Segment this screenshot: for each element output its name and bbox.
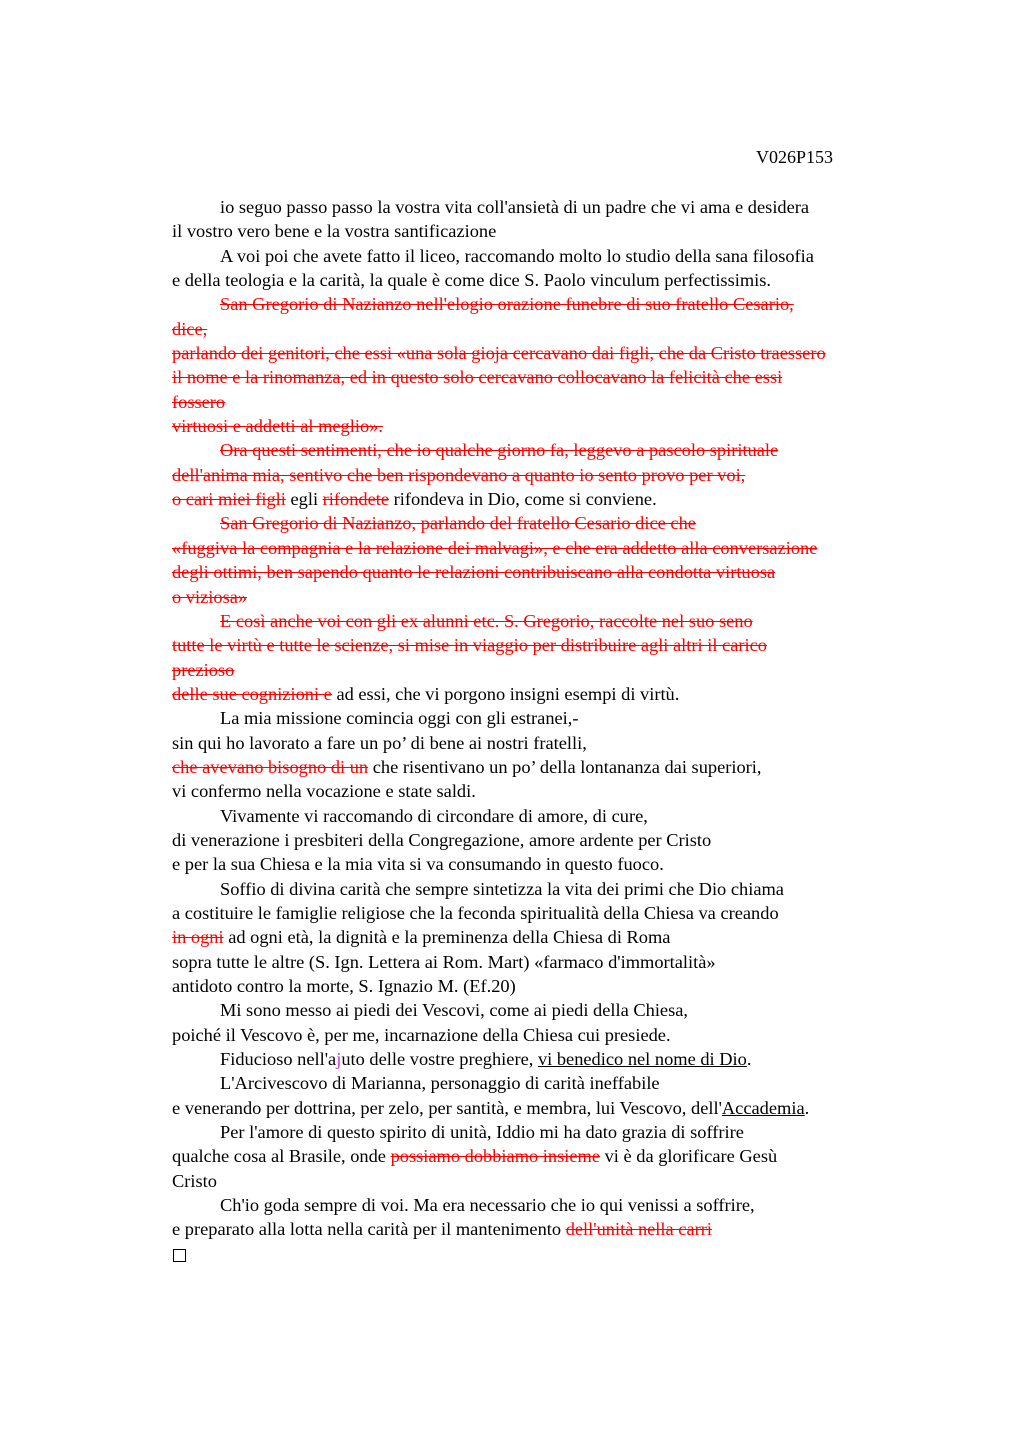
deleted-text: degli ottimi, ben sapendo quanto le relazioni contribuiscano alla condotta virtuosa bbox=[172, 562, 776, 583]
text-span: vi confermo nella vocazione e state saldi. bbox=[172, 781, 476, 802]
checkbox-square-icon bbox=[173, 1249, 186, 1262]
text-span: poiché il Vescovo è, per me, incarnazione della Chiesa cui presiede. bbox=[172, 1024, 671, 1045]
deleted-text: parlando dei genitori, che essi «una sola gioja cercavano dai figli, che da Cristo traessero bbox=[172, 343, 826, 364]
deleted-text: o cari miei figli bbox=[172, 489, 286, 510]
text-span: uto delle vostre preghiere, bbox=[341, 1049, 538, 1070]
deleted-text: virtuosi e addetti al meglio». bbox=[172, 416, 383, 437]
text-span: Per l'amore di questo spirito di unità, Iddio mi ha dato grazia di soffrire bbox=[220, 1122, 744, 1143]
text-line bbox=[172, 463, 917, 487]
text-span: egli bbox=[285, 489, 323, 510]
text-line bbox=[172, 1193, 917, 1217]
text-line bbox=[172, 244, 917, 268]
text-span: Vivamente vi raccomando di circondare di amore, di cure, bbox=[220, 805, 648, 826]
text-span: ad essi, che vi porgono insigni esempi di virtù. bbox=[331, 683, 680, 704]
text-line bbox=[172, 1071, 917, 1095]
document-body bbox=[172, 195, 917, 1266]
deleted-text: il nome e la rinomanza, ed in questo solo cercavano collocavano la felicità che essi bbox=[172, 367, 783, 388]
text-line bbox=[172, 609, 917, 633]
text-line bbox=[172, 438, 917, 462]
text-line bbox=[172, 828, 917, 852]
text-span: e venerando per dottrina, per zelo, per santità, e membra, lui Vescovo, dell' bbox=[172, 1097, 722, 1118]
text-line bbox=[172, 585, 917, 609]
text-line bbox=[172, 1169, 917, 1193]
text-span: io seguo passo passo la vostra vita coll'ansietà di un padre che vi ama e desidera bbox=[220, 197, 810, 217]
deleted-text: «fuggiva la compagnia e la relazione dei malvagi», e che era addetto alla conversazione bbox=[172, 537, 818, 558]
text-span: Mi sono messo ai piedi dei Vescovi, come ai piedi della Chiesa, bbox=[220, 1000, 689, 1021]
text-line bbox=[172, 779, 917, 803]
text-span: il vostro vero bene e la vostra santificazione bbox=[172, 221, 497, 242]
text-span: A voi poi che avete fatto il liceo, raccomando molto lo studio della sana filosofia bbox=[220, 245, 814, 266]
text-span: qualche cosa al Brasile, onde bbox=[172, 1146, 391, 1167]
text-span: e per la sua Chiesa e la mia vita si va consumando in questo fuoco. bbox=[172, 854, 664, 875]
text-line bbox=[172, 365, 917, 389]
text-line bbox=[172, 706, 917, 730]
deleted-text: possiamo dobbiamo insieme bbox=[390, 1146, 600, 1167]
deleted-text: dell'unità nella carri bbox=[565, 1219, 712, 1240]
text-line bbox=[172, 219, 917, 243]
text-span: vi è da glorificare Gesù bbox=[600, 1146, 778, 1167]
text-line bbox=[172, 682, 917, 706]
text-span: Fiducioso nell'a bbox=[220, 1049, 337, 1070]
text-span: Ch'io goda sempre di voi. Ma era necessario che io qui venissi a soffrire, bbox=[220, 1195, 755, 1216]
text-span: . bbox=[746, 1049, 752, 1070]
page-code: V026P153 bbox=[756, 147, 834, 167]
deleted-text: fossero bbox=[172, 391, 226, 412]
text-line bbox=[172, 901, 917, 925]
deleted-text: prezioso bbox=[172, 659, 235, 680]
text-line bbox=[172, 511, 917, 535]
text-line bbox=[172, 852, 917, 876]
deleted-text: rifondete bbox=[322, 489, 390, 510]
deleted-text: tutte le virtù e tutte le scienze, si mise in viaggio per distribuire agli altri il carico bbox=[172, 635, 767, 656]
deleted-text: Ora questi sentimenti, che io qualche giorno fa, leggevo a pascolo spirituale bbox=[220, 440, 779, 461]
text-line bbox=[172, 1242, 917, 1266]
text-line bbox=[172, 414, 917, 438]
text-line bbox=[172, 195, 917, 219]
text-line bbox=[172, 487, 917, 511]
text-line bbox=[172, 268, 917, 292]
text-span: di venerazione i presbiteri della Congregazione, amore ardente per Cristo bbox=[172, 829, 712, 850]
text-span: ad ogni età, la dignità e la preminenza della Chiesa di Roma bbox=[223, 927, 671, 948]
underlined-text: vi benedico nel nome di Dio bbox=[537, 1049, 747, 1070]
text-line bbox=[172, 1047, 917, 1071]
text-span: e preparato alla lotta nella carità per il mantenimento bbox=[172, 1219, 566, 1240]
deleted-text: in ogni bbox=[172, 927, 224, 948]
deleted-text: o viziosa» bbox=[172, 586, 248, 607]
text-span: e della teologia e la carità, la quale è come dice S. Paolo vinculum perfectissimis. bbox=[172, 270, 772, 291]
text-span: La mia missione comincia oggi con gli estranei,- bbox=[220, 708, 579, 729]
text-line bbox=[172, 950, 917, 974]
text-line bbox=[172, 292, 917, 316]
text-line bbox=[172, 755, 917, 779]
text-line bbox=[172, 998, 917, 1022]
text-span: L'Arcivescovo di Marianna, personaggio di carità ineffabile bbox=[220, 1073, 660, 1094]
deleted-text: dice, bbox=[172, 318, 208, 339]
text-line bbox=[172, 560, 917, 584]
deleted-text: E così anche voi con gli ex alunni etc. S. Gregorio, raccolte nel suo seno bbox=[220, 610, 753, 631]
text-line bbox=[172, 1217, 917, 1241]
deleted-text: San Gregorio di Nazianzo nell'elogio orazione funebre di suo fratello Cesario, bbox=[220, 294, 794, 315]
text-span: Soffio di divina carità che sempre sintetizza la vita dei primi che Dio chiama bbox=[220, 878, 784, 899]
text-line bbox=[172, 1120, 917, 1144]
text-line bbox=[172, 877, 917, 901]
deleted-text: delle sue cognizioni e bbox=[172, 683, 332, 704]
text-span: sopra tutte le altre (S. Ign. Lettera ai Rom. Mart) «farmaco d'immortalità» bbox=[172, 951, 716, 972]
text-line bbox=[172, 1023, 917, 1047]
text-line bbox=[172, 536, 917, 560]
underlined-text: Accademia bbox=[721, 1097, 805, 1118]
text-line bbox=[172, 390, 917, 414]
text-span: a costituire le famiglie religiose che la feconda spiritualità della Chiesa va creando bbox=[172, 902, 779, 923]
text-line bbox=[172, 804, 917, 828]
text-line bbox=[172, 633, 917, 657]
text-line bbox=[172, 974, 917, 998]
deleted-text: San Gregorio di Nazianzo, parlando del fratello Cesario dice che bbox=[220, 513, 696, 534]
text-span: che risentivano un po’ della lontananza dai superiori, bbox=[368, 756, 762, 777]
deleted-text: che avevano bisogno di un bbox=[172, 756, 369, 777]
text-span: rifondeva in Dio, come si conviene. bbox=[389, 489, 657, 510]
text-span: sin qui ho lavorato a fare un po’ di bene ai nostri fratelli, bbox=[172, 732, 587, 753]
text-line bbox=[172, 317, 917, 341]
text-line bbox=[172, 341, 917, 365]
text-line bbox=[172, 1144, 917, 1168]
text-span: antidoto contro la morte, S. Ignazio M. (Ef.20) bbox=[172, 976, 516, 996]
text-span: Cristo bbox=[172, 1170, 217, 1191]
text-line bbox=[172, 925, 917, 949]
inserted-text: j bbox=[336, 1049, 342, 1070]
text-line bbox=[172, 731, 917, 755]
text-span: . bbox=[804, 1097, 810, 1118]
text-line bbox=[172, 1096, 917, 1120]
text-line bbox=[172, 658, 917, 682]
deleted-text: dell'anima mia, sentivo che ben rispondevano a quanto io sento provo per voi, bbox=[172, 464, 746, 485]
